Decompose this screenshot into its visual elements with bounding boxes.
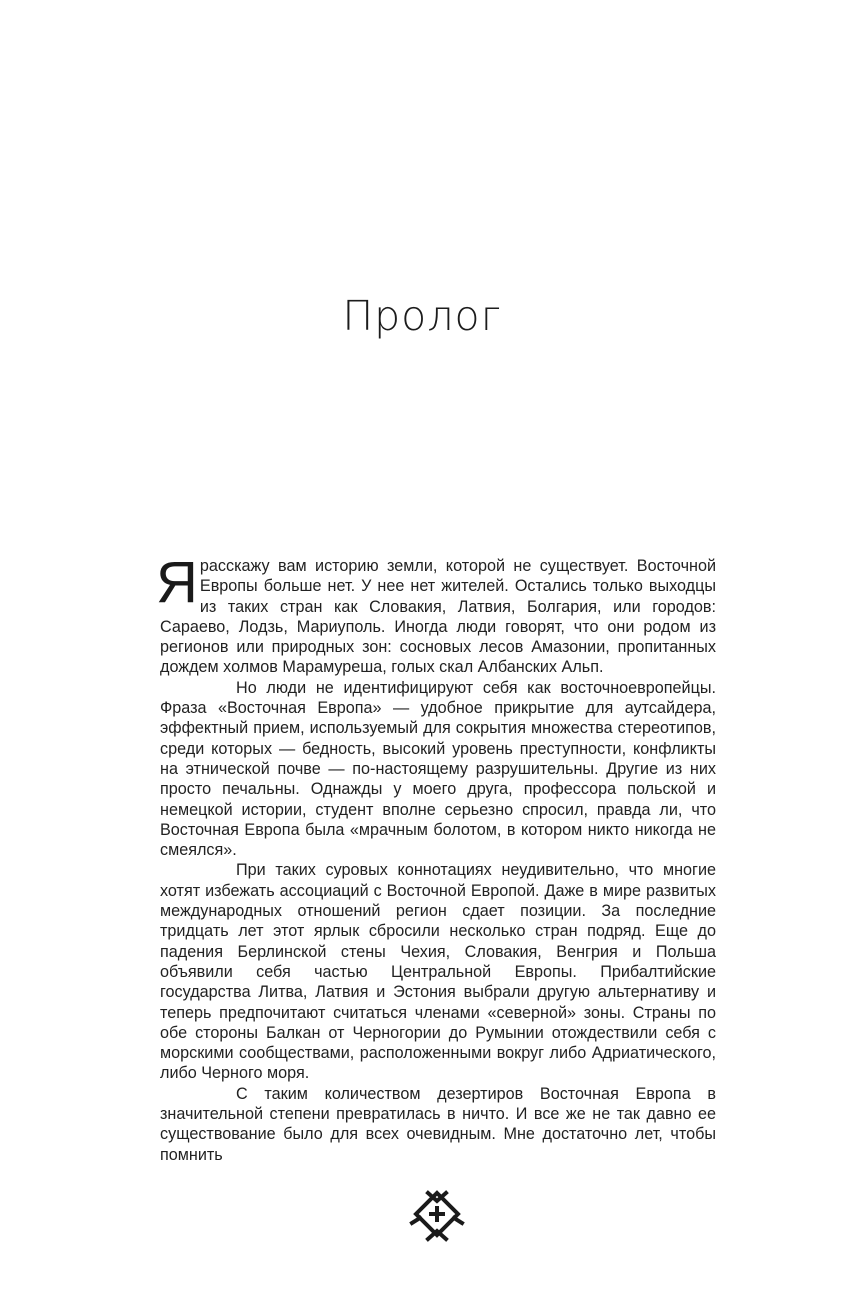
paragraph-1-text: расскажу вам историю земли, которой не существует. Восточной Европы больше нет. У нее нет жителей. Остались только выходцы из таких стран как Словакия, Латвия, Болгария, или городов: Сараево, Лодзь, Мариуполь. Иногда люди говорят, что они родом из регионов или природных зон: сосновых лесов Амазонии, пропитанных дождем холмов Марамуреша, голых скал Албанских Альп. [160, 557, 716, 677]
chapter-title: Пролог [342, 292, 502, 340]
drop-cap: Я [156, 550, 198, 615]
diamond-knot-ornament-icon [408, 1187, 466, 1245]
paragraph-3: При таких суровых коннотациях неудивительно, что многие хотят избежать ассоциаций с Восточной Европой. Даже в мире развитых международных отношений регион сдает позиции. За последние тридцать лет этот ярлык сбросили несколько стран подряд. Еще до падения Берлинской стены Чехия, Словакия, Венгрия и Польша объявили себя частью Центральной Европы. Прибалтийские государства Литва, Латвия и Эстония выбрали другую альтернативу и теперь предпочитают считаться членами «северной» зоны. Страны по обе стороны Балкан от Черногории до Румынии отождествили себя с морскими сообществами, расположенными вокруг либо Адриатического, либо Черного моря. [160, 861, 716, 1083]
paragraph-4: С таким количеством дезертиров Восточная Европа в значительной степени превратилась в ничто. И все же не так давно ее существование было для всех очевидным. Мне достаточно лет, чтобы помнить [160, 1084, 716, 1164]
paragraph-2: Но люди не идентифицируют себя как восточноевропейцы. Фраза «Восточная Европа» — удобное прикрытие для аутсайдера, эффектный прием, используемый для сокрытия множества стереотипов, среди которых — бедность, высокий уровень преступности, конфликты на этнической почве — по-настоящему разрушительны. Другие из них просто печальны. Однажды у моего друга, профессора польской и немецкой истории, студент вполне серьезно спросил, правда ли, что Восточная Европа была «мрачным болотом, в котором никто никогда не смеялся». [160, 678, 716, 860]
chapter-body [156, 550, 716, 1165]
paragraph-1 [156, 550, 716, 678]
